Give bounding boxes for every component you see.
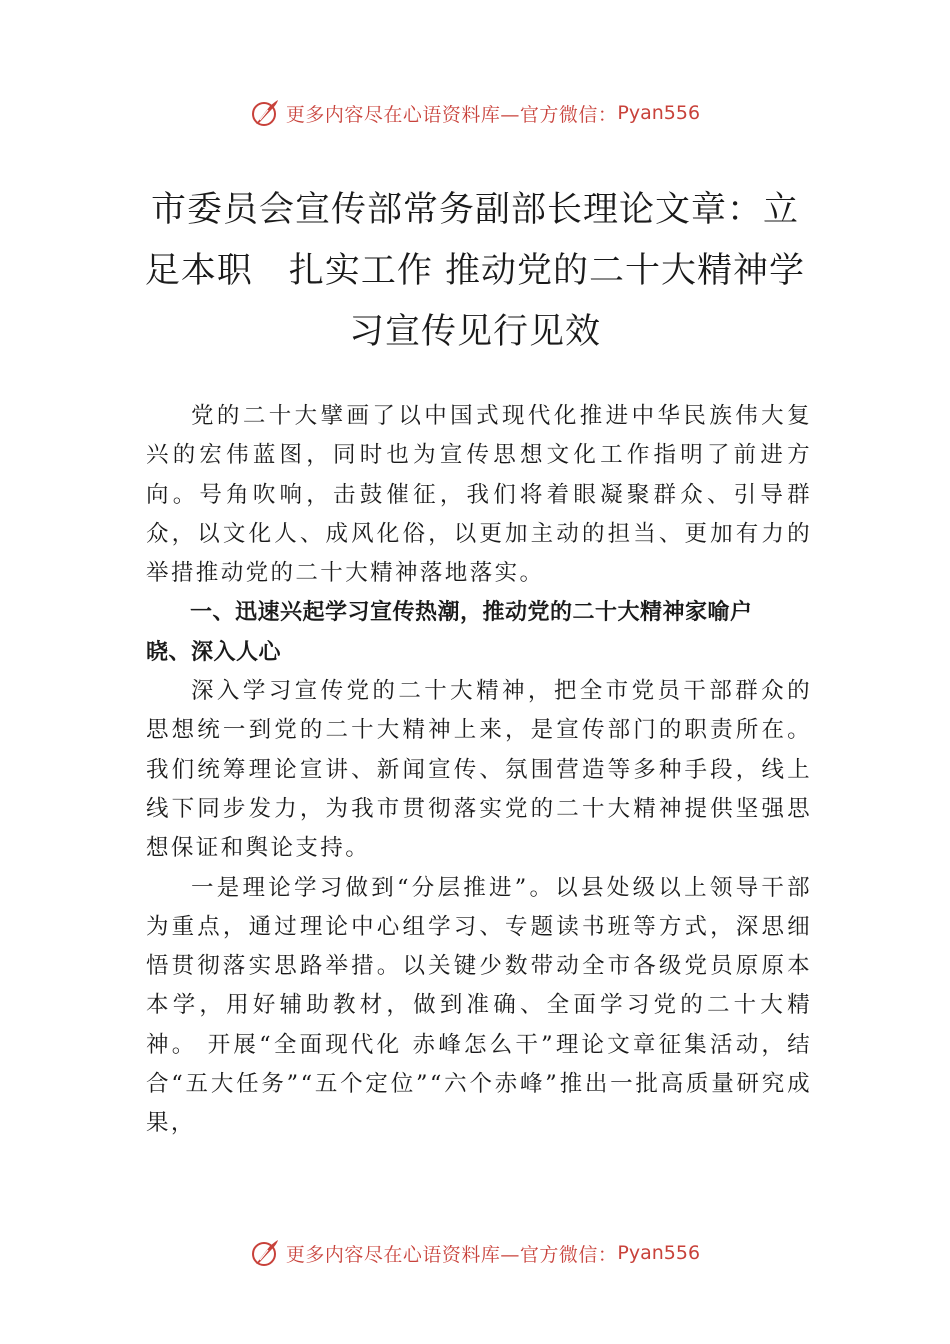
footer-banner (0, 1233, 950, 1273)
banner-text: 更多内容尽在心语资料库—官方微信： (285, 103, 618, 126)
banner-wechat-id: Pyan556 (617, 1242, 701, 1264)
title-line-2: 足本职 扎实工作 推动党的二十大精神学 (144, 251, 806, 291)
header-banner (0, 93, 950, 133)
body-paragraph-2: 深入学习宣传党的二十大精神，把全市党员干部群众的思想统一到党的二十大精神上来，是宣传部门的职责所在。 我们统筹理论宣讲、新闻宣传、氛围营造等多种手段，线上线下同步发力，为我市贯彻落实党的二十大精神提供坚强思想保证和舆论支持。 (146, 678, 812, 862)
quill-pen-logo-icon (250, 98, 280, 128)
intro-paragraph: 党的二十大擘画了以中国式现代化推进中华民族伟大复兴的宏伟蓝图，同时也为宣传思想文化工作指明了前进方向。号角吹响，击鼓催征，我们将着眼凝聚群众、引导群众，以文化人、成风化俗，以更加主动的担当、更加有力的举措推动党的二十大精神落地落实。 (146, 403, 812, 587)
section-heading-1: 一、迅速兴起学习宣传热潮，推动党的二十大精神家喻户晓、深入人心 (146, 600, 753, 665)
document-title (140, 180, 810, 363)
title-line-3: 习宣传见行见效 (348, 312, 601, 352)
banner-text: 更多内容尽在心语资料库—官方微信： (285, 1243, 618, 1266)
body-paragraph-3: 一是理论学习做到“分层推进”。以县处级以上领导干部为重点，通过理论中心组学习、专题读书班等方式，深思细悟贯彻落实思路举措。以关键少数带动全市各级党员原原本本学，用好辅助教材，做到准确、全面学习党的二十大精神。 开展“全面现代化 赤峰怎么干”理论文章征集活动，结合“五大任务”“五个定位”“六个赤峰”推出一批高质量研究成果， (146, 874, 812, 1137)
banner-wechat-id: Pyan556 (617, 102, 701, 124)
title-line-1: 市委员会宣传部常务副部长理论文章：立 (150, 190, 799, 230)
quill-pen-logo-icon (250, 1238, 280, 1268)
document-body (146, 397, 812, 1144)
